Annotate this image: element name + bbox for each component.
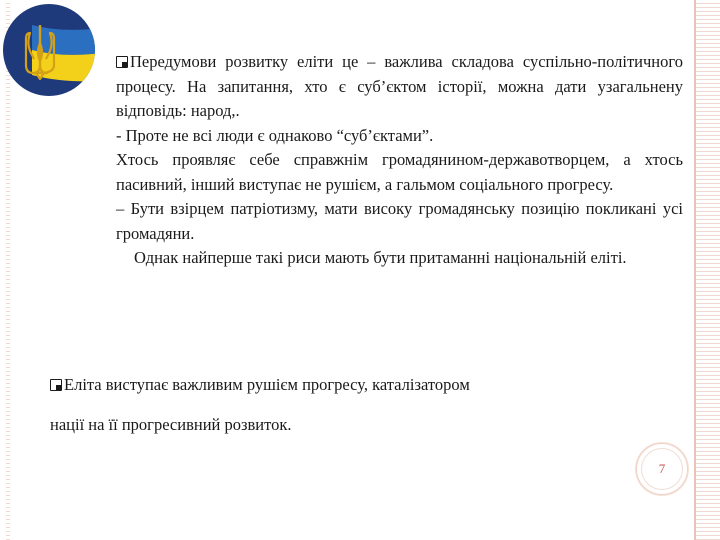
paragraph-2-line-1: Еліта виступає важливим рушієм прогресу, каталізатором [64,375,470,394]
main-text-block [116,50,683,271]
page-number: 7 [658,461,666,476]
paragraph-2-line-2: нації на її прогресивний розвиток. [50,415,292,434]
paragraph-1 [116,50,683,124]
ukraine-emblem-icon [2,3,96,97]
right-frame-pattern [694,0,720,540]
square-bullet-icon [116,56,128,68]
paragraph-line-5: Однак найперше такі риси мають бути притаманні національній еліті. [134,248,627,267]
paragraph-line-3: Хтось проявляє себе справжнім громадянином-державотворцем, а хтось пасивний, інший виступає не рушієм, а гальмом соціального прогресу. [116,150,683,194]
paragraph-2 [50,365,670,445]
paragraph-line-2: - Проте не всі люди є однаково “суб’єктами”. [116,125,434,145]
paragraph-line: Передумови розвитку еліти це – важлива складова суспільно-політичного процесу. На запитання, хто є суб’єктом історії, можна дати узагальнену відповідь: народ,. [116,52,683,120]
square-bullet-icon [50,379,62,391]
paragraph-line-4: – Бути взірцем патріотизму, мати високу громадянську позицію покликані усі громадяни. [116,199,683,243]
page-number-badge [636,443,688,495]
